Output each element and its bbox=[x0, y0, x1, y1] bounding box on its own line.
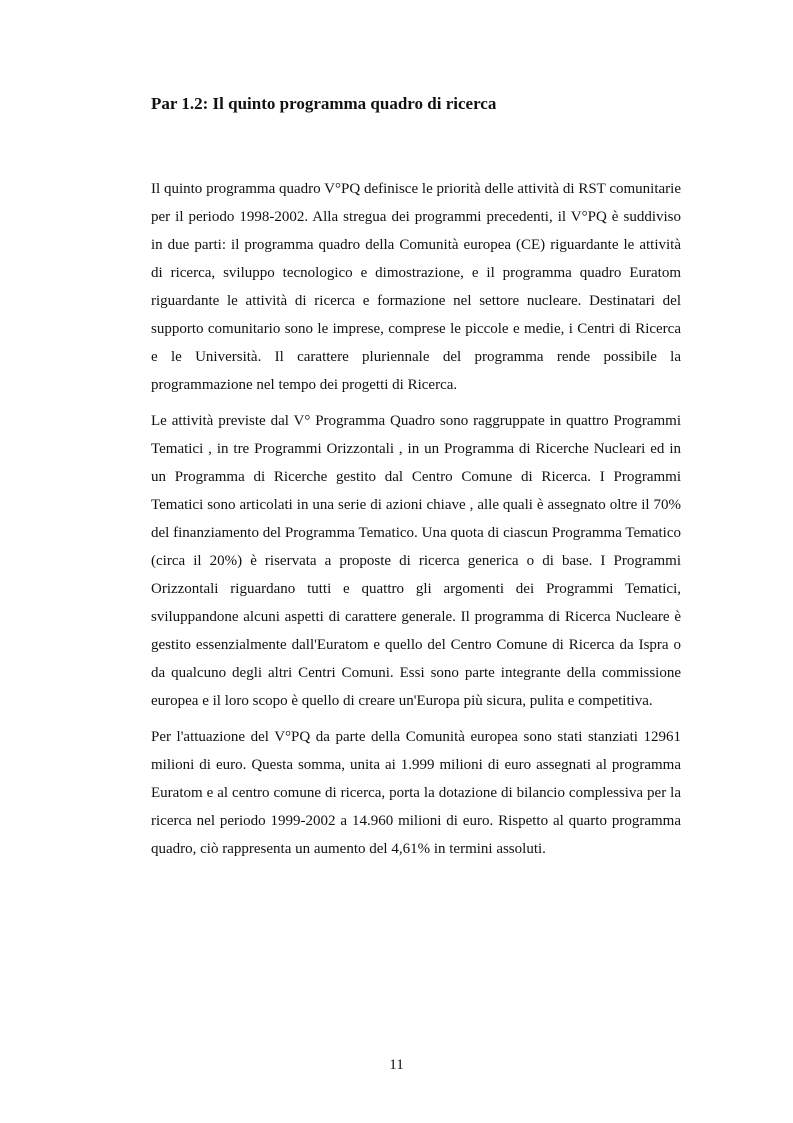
paragraph-1: Il quinto programma quadro V°PQ definisce le priorità delle attività di RST comunitarie per il periodo 1998-2002. Alla stregua dei programmi precedenti, il V°PQ è suddiviso in due parti: il programma quadro della Comunità europea (CE) riguardante le attività di ricerca, sviluppo tecnologico e dimostrazione, e il programma quadro Euratom riguardante le attività di ricerca e formazione nel settore nucleare. Destinatari del supporto comunitario sono le imprese, comprese le piccole e medie, i Centri di Ricerca e le Università. Il carattere pluriennale del programma rende possibile la programmazione nel tempo dei progetti di Ricerca. bbox=[151, 181, 681, 393]
paragraph-2: Le attività previste dal V° Programma Quadro sono raggruppate in quattro Programmi Tematici , in tre Programmi Orizzontali , in un Programma di Ricerche Nucleari ed in un Programma di Ricerche gestito dal Centro Comune di Ricerca. I Programmi Tematici sono articolati in una serie di azioni chiave , alle quali è assegnato oltre il 70% del finanziamento del Programma Tematico. Una quota di ciascun Programma Tematico (circa il 20%) è riservata a proposte di ricerca generica o di base. I Programmi Orizzontali riguardano tutti e quattro gli argomenti dei Programmi Tematici, sviluppandone alcuni aspetti di carattere generale. Il programma di Ricerca Nucleare è gestito essenzialmente dall'Euratom e quello del Centro Comune di Ricerca da Ispra o da qualcuno degli altri Centri Comuni. Essi sono parte integrante della commissione europea e il loro scopo è quello di creare un'Europa più sicura, pulita e competitiva. bbox=[151, 413, 681, 709]
section-body bbox=[151, 175, 681, 863]
paragraph-3: Per l'attuazione del V°PQ da parte della Comunità europea sono stati stanziati 12961 milioni di euro. Questa somma, unita ai 1.999 milioni di euro assegnati al programma Euratom e al centro comune di ricerca, porta la dotazione di bilancio complessiva per la ricerca nel periodo 1999-2002 a 14.960 milioni di euro. Rispetto al quarto programma quadro, ciò rappresenta un aumento del 4,61% in termini assoluti. bbox=[151, 729, 681, 857]
section-heading: Par 1.2: Il quinto programma quadro di ricerca bbox=[151, 94, 497, 113]
page-number: 11 bbox=[389, 1057, 404, 1073]
document-page bbox=[151, 90, 681, 871]
